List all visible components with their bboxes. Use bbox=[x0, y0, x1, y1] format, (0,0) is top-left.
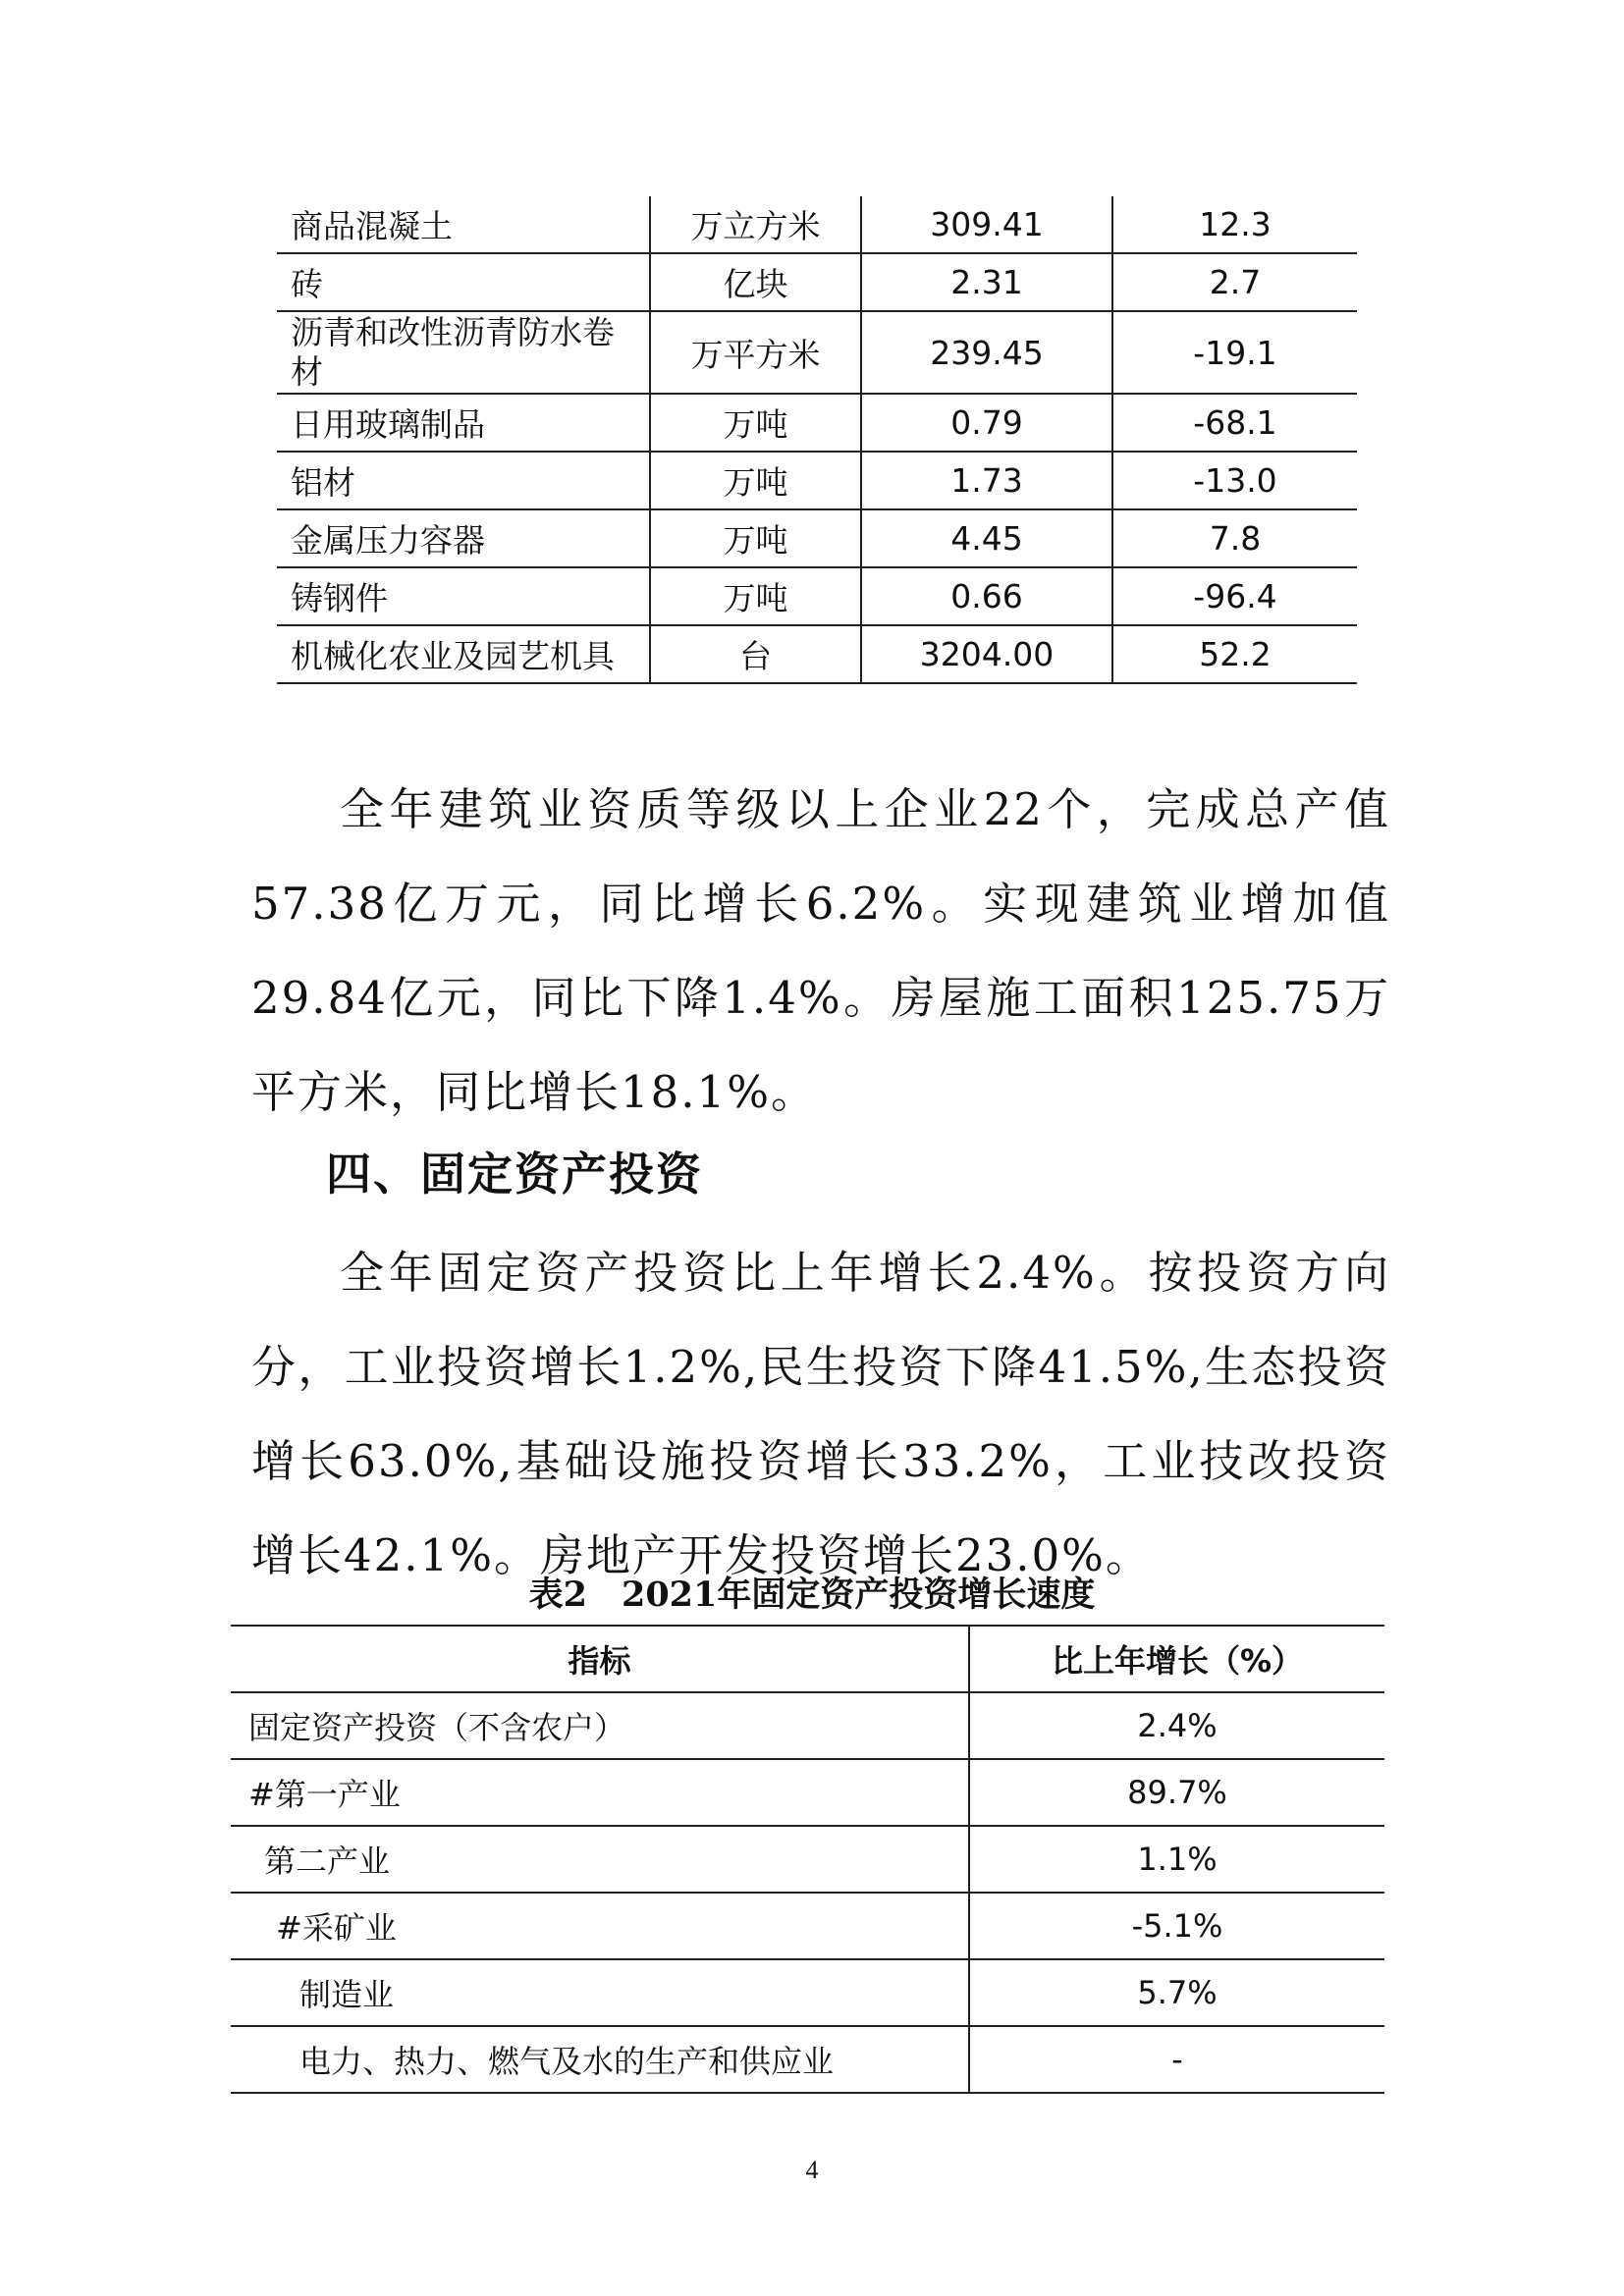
product-value: 4.45 bbox=[861, 509, 1112, 567]
table-row bbox=[277, 311, 1357, 394]
table-row bbox=[231, 1692, 1384, 1759]
indicator-label: 固定资产投资（不含农户） bbox=[231, 1692, 969, 1759]
page-number: 4 bbox=[805, 2156, 819, 2184]
product-unit: 万平方米 bbox=[650, 311, 861, 394]
product-name: 沥青和改性沥青防水卷材 bbox=[277, 311, 650, 394]
product-name: 日用玻璃制品 bbox=[277, 394, 650, 452]
product-unit: 亿块 bbox=[650, 253, 861, 311]
product-unit: 万吨 bbox=[650, 567, 861, 625]
industrial-products-table bbox=[277, 196, 1357, 684]
indicator-value: - bbox=[969, 2026, 1384, 2093]
table-row bbox=[231, 2026, 1384, 2093]
table-row bbox=[277, 253, 1357, 311]
header-growth: 比上年增长（%） bbox=[969, 1626, 1384, 1692]
product-unit: 万立方米 bbox=[650, 196, 861, 253]
product-value: 0.79 bbox=[861, 394, 1112, 452]
product-name: 铝材 bbox=[277, 452, 650, 509]
product-name: 商品混凝土 bbox=[277, 196, 650, 253]
indicator-value: 2.4% bbox=[969, 1692, 1384, 1759]
indicator-value: 89.7% bbox=[969, 1759, 1384, 1826]
indicator-label: #采矿业 bbox=[231, 1893, 969, 1959]
table-row bbox=[277, 394, 1357, 452]
product-unit: 万吨 bbox=[650, 394, 861, 452]
indicator-label: #第一产业 bbox=[231, 1759, 969, 1826]
table-row bbox=[277, 567, 1357, 625]
investment-growth-table bbox=[231, 1625, 1384, 2094]
product-growth: -19.1 bbox=[1112, 311, 1357, 394]
investment-paragraph: 全年固定资产投资比上年增长2.4%。按投资方向分，工业投资增长1.2%,民生投资下降41.5%,生态投资增长63.0%,基础设施投资增长33.2%，工业技改投资增长42.1%。房地产开发投资增长23.0%。 bbox=[251, 1247, 1390, 1581]
indicator-value: 5.7% bbox=[969, 1959, 1384, 2026]
table-row bbox=[277, 509, 1357, 567]
header-indicator: 指标 bbox=[231, 1626, 969, 1692]
product-value: 3204.00 bbox=[861, 625, 1112, 683]
table-row bbox=[231, 1959, 1384, 2026]
product-unit: 台 bbox=[650, 625, 861, 683]
product-value: 0.66 bbox=[861, 567, 1112, 625]
product-growth: -13.0 bbox=[1112, 452, 1357, 509]
product-growth: 12.3 bbox=[1112, 196, 1357, 253]
table-row bbox=[231, 1893, 1384, 1959]
table-row bbox=[277, 196, 1357, 253]
table-row bbox=[231, 1759, 1384, 1826]
product-name: 铸钢件 bbox=[277, 567, 650, 625]
indicator-label: 制造业 bbox=[231, 1959, 969, 2026]
product-growth: -96.4 bbox=[1112, 567, 1357, 625]
product-growth: 52.2 bbox=[1112, 625, 1357, 683]
product-growth: -68.1 bbox=[1112, 394, 1357, 452]
product-value: 309.41 bbox=[861, 196, 1112, 253]
section-heading: 四、固定资产投资 bbox=[326, 1148, 703, 1201]
indicator-value: 1.1% bbox=[969, 1826, 1384, 1893]
product-unit: 万吨 bbox=[650, 452, 861, 509]
construction-paragraph: 全年建筑业资质等级以上企业22个，完成总产值57.38亿万元，同比增长6.2%。实现建筑业增加值29.84亿元，同比下降1.4%。房屋施工面积125.75万平方米，同比增长18.1%。 bbox=[251, 783, 1390, 1118]
product-name: 金属压力容器 bbox=[277, 509, 650, 567]
indicator-label: 电力、热力、燃气及水的生产和供应业 bbox=[231, 2026, 969, 2093]
table-row bbox=[231, 1826, 1384, 1893]
product-unit: 万吨 bbox=[650, 509, 861, 567]
product-value: 239.45 bbox=[861, 311, 1112, 394]
table-header-row bbox=[231, 1626, 1384, 1692]
product-value: 2.31 bbox=[861, 253, 1112, 311]
product-value: 1.73 bbox=[861, 452, 1112, 509]
product-growth: 7.8 bbox=[1112, 509, 1357, 567]
product-name: 机械化农业及园艺机具 bbox=[277, 625, 650, 683]
indicator-value: -5.1% bbox=[969, 1893, 1384, 1959]
table-row bbox=[277, 625, 1357, 683]
product-growth: 2.7 bbox=[1112, 253, 1357, 311]
table-row bbox=[277, 452, 1357, 509]
indicator-label: 第二产业 bbox=[231, 1826, 969, 1893]
table-caption: 表2 2021年固定资产投资增长速度 bbox=[528, 1575, 1096, 1615]
product-name: 砖 bbox=[277, 253, 650, 311]
